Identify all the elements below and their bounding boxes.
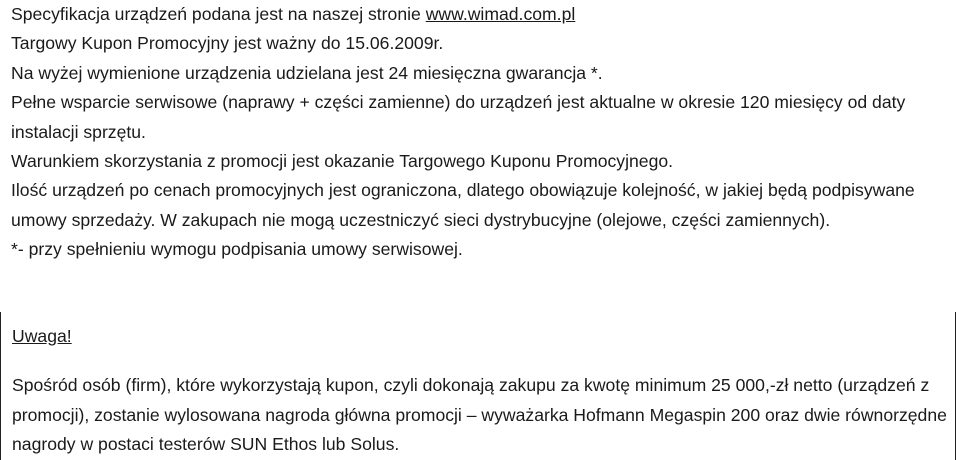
coupon-condition-line: Warunkiem skorzystania z promocji jest okazanie Targowego Kuponu Promocyjnego. <box>11 151 674 172</box>
spec-text: Specyfikacja urządzeń podana jest na naszej stronie <box>11 4 426 24</box>
promo-terms <box>11 0 956 265</box>
footnote-line: *- przy spełnieniu wymogu podpisania umowy serwisowej. <box>11 239 463 260</box>
website-link[interactable]: www.wimad.com.pl <box>425 4 576 24</box>
quantity-limit-paragraph: Ilość urządzeń po cenach promocyjnych jest ograniczona, dlatego obowiązuje kolejność, w jakiej będą podpisywane umowy sprzedaży. W zakupach nie mogą uczestniczyć sieci dystrybucyjne (olejowe, części zamiennych). <box>11 180 915 230</box>
coupon-validity-line: Targowy Kupon Promocyjny jest ważny do 15.06.2009r. <box>11 33 444 54</box>
notice-title: Uwaga! <box>12 326 72 346</box>
notice-body: Spośród osób (firm), które wykorzystają kupon, czyli dokonają zakupu za kwotę minimum 25 000,-zł netto (urządzeń z promocji), zostanie wylosowana nagroda główna promocji – wyważarka Hofmann Megaspin 200 oraz dwie równorzędne nagrody w postaci testerów SUN Ethos lub Solus. <box>12 375 947 455</box>
service-support-line: Pełne wsparcie serwisowe (naprawy + części zamienne) do urządzeń jest aktualne w okresie 120 miesięcy od daty instalacji sprzętu. <box>11 92 906 142</box>
spec-line <box>11 0 956 29</box>
notice-box <box>0 312 956 460</box>
warranty-line: Na wyżej wymienione urządzenia udzielana jest 24 miesięczna gwarancja *. <box>11 62 603 83</box>
